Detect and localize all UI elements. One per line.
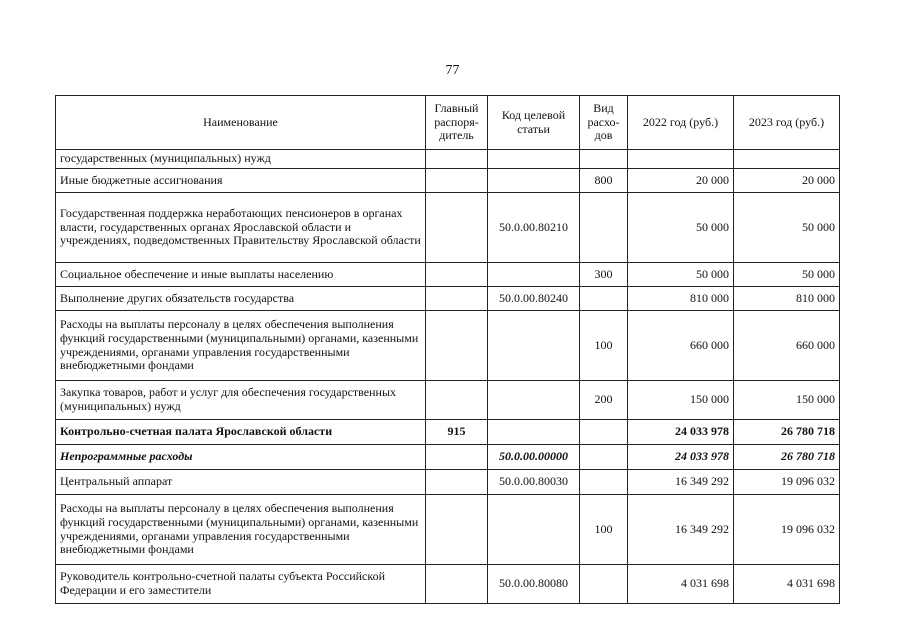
cell-year-2023: 660 000 (734, 311, 840, 381)
cell-name: государственных (муниципальных) нужд (56, 150, 426, 169)
cell-target-code: 50.0.00.80030 (488, 470, 580, 495)
cell-main-manager (426, 565, 488, 604)
cell-year-2022: 150 000 (628, 381, 734, 420)
cell-expense-type (580, 565, 628, 604)
table-header-row (56, 96, 840, 150)
cell-target-code (488, 169, 580, 193)
cell-main-manager (426, 193, 488, 263)
cell-main-manager (426, 263, 488, 287)
table-row (56, 169, 840, 193)
cell-name: Контрольно-счетная палата Ярославской области (56, 420, 426, 445)
cell-target-code: 50.0.00.80240 (488, 287, 580, 311)
cell-name: Иные бюджетные ассигнования (56, 169, 426, 193)
table-row (56, 495, 840, 565)
header-name: Наименование (56, 96, 426, 150)
cell-year-2023: 19 096 032 (734, 495, 840, 565)
cell-main-manager: 915 (426, 420, 488, 445)
table-row (56, 287, 840, 311)
cell-main-manager (426, 381, 488, 420)
cell-expense-type (580, 470, 628, 495)
cell-expense-type: 300 (580, 263, 628, 287)
cell-main-manager (426, 150, 488, 169)
cell-expense-type: 200 (580, 381, 628, 420)
cell-year-2022: 20 000 (628, 169, 734, 193)
cell-expense-type (580, 193, 628, 263)
cell-year-2023 (734, 150, 840, 169)
cell-target-code (488, 263, 580, 287)
cell-name: Расходы на выплаты персоналу в целях обеспечения выполнения функций государственными (муниципальными) органами, казенными учреждениями, органами управления государственными внебюджетными фондами (56, 495, 426, 565)
cell-target-code (488, 150, 580, 169)
header-target-code: Код целевой статьи (488, 96, 580, 150)
table-row (56, 150, 840, 169)
cell-expense-type (580, 287, 628, 311)
cell-name: Центральный аппарат (56, 470, 426, 495)
table-row (56, 381, 840, 420)
header-main-manager: Главный распоря-дитель (426, 96, 488, 150)
cell-expense-type (580, 445, 628, 470)
cell-year-2023: 19 096 032 (734, 470, 840, 495)
cell-year-2022: 4 031 698 (628, 565, 734, 604)
cell-year-2023: 26 780 718 (734, 420, 840, 445)
table-row (56, 470, 840, 495)
table-row (56, 311, 840, 381)
cell-year-2023: 50 000 (734, 193, 840, 263)
cell-main-manager (426, 495, 488, 565)
cell-target-code: 50.0.00.80210 (488, 193, 580, 263)
cell-main-manager (426, 445, 488, 470)
cell-year-2022: 24 033 978 (628, 445, 734, 470)
table-row (56, 193, 840, 263)
cell-year-2023: 20 000 (734, 169, 840, 193)
cell-expense-type (580, 150, 628, 169)
cell-main-manager (426, 287, 488, 311)
cell-year-2022: 810 000 (628, 287, 734, 311)
cell-main-manager (426, 311, 488, 381)
cell-expense-type: 100 (580, 311, 628, 381)
cell-expense-type: 100 (580, 495, 628, 565)
cell-name: Руководитель контрольно-счетной палаты субъекта Российской Федерации и его заместители (56, 565, 426, 604)
cell-year-2022: 50 000 (628, 193, 734, 263)
header-expense-type: Вид расхо-дов (580, 96, 628, 150)
cell-name: Расходы на выплаты персоналу в целях обеспечения выполнения функций государственными (муниципальными) органами, казенными учреждениями, органами управления государственными внебюджетными фондами (56, 311, 426, 381)
cell-year-2022: 660 000 (628, 311, 734, 381)
cell-year-2022 (628, 150, 734, 169)
table-row (56, 420, 840, 445)
cell-name: Выполнение других обязательств государства (56, 287, 426, 311)
cell-year-2022: 50 000 (628, 263, 734, 287)
cell-year-2023: 150 000 (734, 381, 840, 420)
cell-year-2023: 810 000 (734, 287, 840, 311)
cell-target-code (488, 381, 580, 420)
table-row (56, 445, 840, 470)
cell-expense-type: 800 (580, 169, 628, 193)
cell-name: Закупка товаров, работ и услуг для обеспечения государственных (муниципальных) нужд (56, 381, 426, 420)
cell-year-2022: 24 033 978 (628, 420, 734, 445)
header-year-2023: 2023 год (руб.) (734, 96, 840, 150)
cell-target-code (488, 311, 580, 381)
cell-name: Государственная поддержка неработающих пенсионеров в органах власти, государственных органах Ярославской области и учреждениях, подведомственных Правительству Ярославской области (56, 193, 426, 263)
table-row (56, 263, 840, 287)
cell-main-manager (426, 470, 488, 495)
cell-year-2023: 4 031 698 (734, 565, 840, 604)
table-row (56, 565, 840, 604)
cell-target-code (488, 420, 580, 445)
budget-table (55, 95, 840, 604)
header-year-2022: 2022 год (руб.) (628, 96, 734, 150)
cell-year-2023: 26 780 718 (734, 445, 840, 470)
cell-expense-type (580, 420, 628, 445)
cell-target-code (488, 495, 580, 565)
cell-target-code: 50.0.00.80080 (488, 565, 580, 604)
cell-year-2023: 50 000 (734, 263, 840, 287)
cell-name: Социальное обеспечение и иные выплаты населению (56, 263, 426, 287)
cell-main-manager (426, 169, 488, 193)
cell-year-2022: 16 349 292 (628, 470, 734, 495)
cell-year-2022: 16 349 292 (628, 495, 734, 565)
cell-target-code: 50.0.00.00000 (488, 445, 580, 470)
page-number: 77 (445, 63, 460, 78)
cell-name: Непрограммные расходы (56, 445, 426, 470)
table-body (56, 150, 840, 604)
